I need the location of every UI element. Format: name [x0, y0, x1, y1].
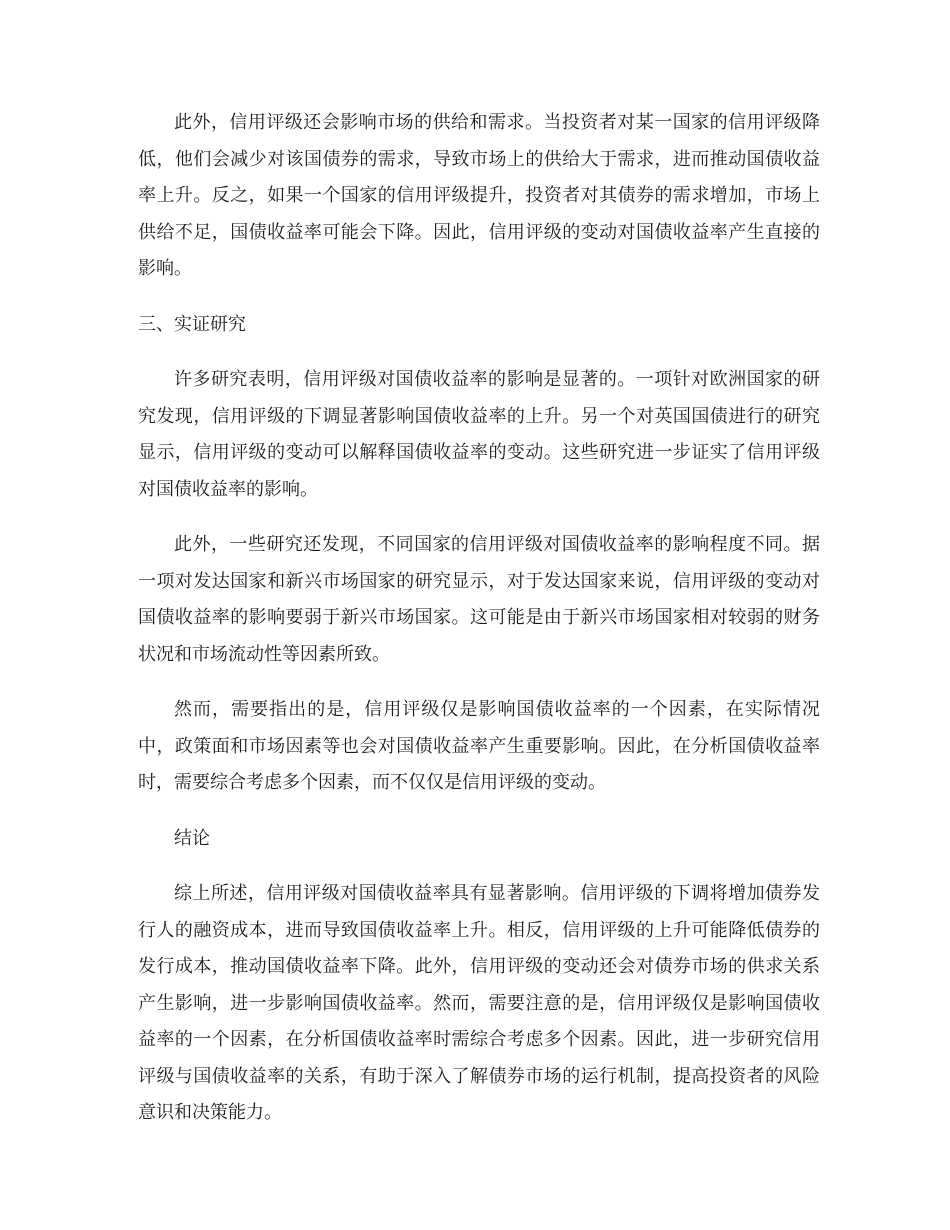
- document-page: [138, 105, 820, 1132]
- paragraph-research-findings: 许多研究表明，信用评级对国债收益率的影响是显著的。一项针对欧洲国家的研究发现，信用评级的下调显著影响国债收益率的上升。另一个对英国国债进行的研究显示，信用评级的变动可以解释国债收益率的变动。这些研究进一步证实了信用评级对国债收益率的影响。: [138, 369, 820, 500]
- paragraph-supply-demand: 此外，信用评级还会影响市场的供给和需求。当投资者对某一国家的信用评级降低，他们会减少对该国债券的需求，导致市场上的供给大于需求，进而推动国债收益率上升。反之，如果一个国家的信用评级提升，投资者对其债券的需求增加，市场上供给不足，国债收益率可能会下降。因此，信用评级的变动对国债收益率产生直接的影响。: [138, 112, 820, 279]
- section-heading-empirical-research: 三、实证研究: [138, 313, 246, 335]
- conclusion-heading: 结论: [174, 827, 210, 849]
- paragraph-conclusion: 综上所述，信用评级对国债收益率具有显著影响。信用评级的下调将增加债券发行人的融资成本，进而导致国债收益率上升。相反，信用评级的上升可能降低债券的发行成本，推动国债收益率下降。此外，信用评级的变动还会对债券市场的供求关系产生影响，进一步影响国债收益率。然而，需要注意的是，信用评级仅是影响国债收益率的一个因素，在分析国债收益率时需综合考虑多个因素。因此，进一步研究信用评级与国债收益率的关系，有助于深入了解债券市场的运行机制，提高投资者的风险意识和决策能力。: [138, 883, 820, 1123]
- paragraph-country-differences: 此外，一些研究还发现，不同国家的信用评级对国债收益率的影响程度不同。据一项对发达国家和新兴市场国家的研究显示，对于发达国家来说，信用评级的变动对国债收益率的影响要弱于新兴市场国家。这可能是由于新兴市场国家相对较弱的财务状况和市场流动性等因素所致。: [138, 534, 820, 665]
- paragraph-other-factors: 然而，需要指出的是，信用评级仅是影响国债收益率的一个因素，在实际情况中，政策面和市场因素等也会对国债收益率产生重要影响。因此，在分析国债收益率时，需要综合考虑多个因素，而不仅仅是信用评级的变动。: [138, 699, 820, 793]
